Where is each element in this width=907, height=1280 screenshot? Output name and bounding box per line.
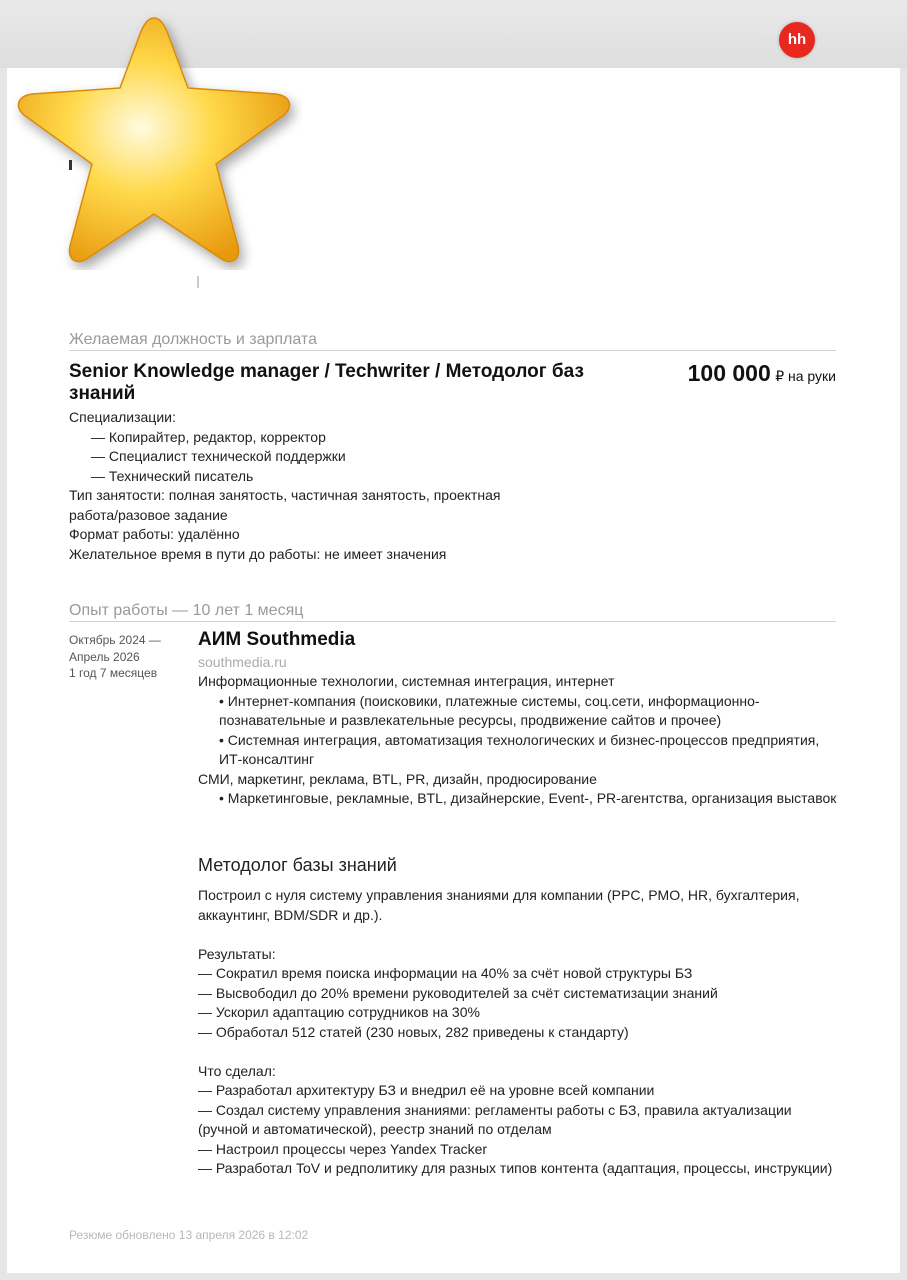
industry-subitem: • Интернет-компания (поисковики, платежные системы, соц.сети, информационно-познавательные и развлекательные ресурсы, продвижение сайтов и прочее) <box>219 692 760 728</box>
done-item: — Создал систему управления знаниями: регламенты работы с БЗ, правила актуализации (ручной и автоматической), реестр знаний по отделам <box>198 1101 792 1137</box>
result-item: — Ускорил адаптацию сотрудников на 30% <box>198 1004 480 1020</box>
hh-logo[interactable]: hh <box>779 22 815 58</box>
salary <box>688 360 836 387</box>
industry-item: Информационные технологии, системная интеграция, интернет <box>198 673 615 689</box>
done-label: Что сделал: <box>198 1062 276 1079</box>
salary-amount: 100 000 <box>687 360 771 386</box>
result-item: — Высвободил до 20% времени руководителей за счёт систематизации знаний <box>198 984 718 1001</box>
job-period <box>69 632 161 682</box>
job-description <box>198 886 843 1179</box>
section-title-position: Желаемая должность и зарплата <box>69 331 836 351</box>
specializations-label: Специализации: <box>69 409 176 425</box>
section-title-experience: Опыт работы — 10 лет 1 месяц <box>69 602 836 622</box>
company-site-link[interactable]: southmedia.ru <box>198 654 287 670</box>
industry-item: СМИ, маркетинг, реклама, BTL, PR, дизайн, продюсирование <box>198 770 597 787</box>
results-label: Результаты: <box>198 945 276 962</box>
period-duration: 1 год 7 месяцев <box>69 666 158 680</box>
company-name: АИМ Southmedia <box>198 629 356 650</box>
period-end: Апрель 2026 <box>69 649 140 664</box>
work-format: Формат работы: удалённо <box>69 526 240 542</box>
company-industries <box>198 672 843 809</box>
employment-type: Тип занятости: полная занятость, частичная занятость, проектная работа/разовое задание <box>69 487 501 523</box>
done-item: — Настроил процессы через Yandex Tracker <box>198 1140 488 1157</box>
done-item: — Разработал архитектуру БЗ и внедрил её на уровне всей компании <box>198 1082 655 1098</box>
star-icon <box>6 8 302 270</box>
specialization-item: — Технический писатель <box>91 467 254 484</box>
position-title: Senior Knowledge manager / Techwriter / Методолог баз знаний <box>69 361 584 404</box>
specialization-item: — Специалист технической поддержки <box>91 448 346 464</box>
industry-subitem: • Маркетинговые, рекламные, BTL, дизайнерские, Event-, PR-агентства, организация выставок <box>219 790 837 806</box>
position-details <box>69 408 539 564</box>
specialization-item: — Копирайтер, редактор, корректор <box>91 428 326 445</box>
divider-mark <box>197 276 199 288</box>
salary-suffix: ₽ на руки <box>775 368 836 384</box>
job-role: Методолог базы знаний <box>198 855 397 875</box>
commute-time: Желательное время в пути до работы: не имеет значения <box>69 545 447 562</box>
resume-updated: Резюме обновлено 13 апреля 2026 в 12:02 <box>69 1228 309 1242</box>
cursor-mark <box>69 160 72 170</box>
done-item: — Разработал ToV и редполитику для разных типов контента (адаптация, процессы, инструкции) <box>198 1160 833 1176</box>
job-intro: Построил с нуля систему управления знаниями для компании (PPC, PMO, HR, бухгалтерия, аккаунтинг, BDM/SDR и др.). <box>198 887 800 923</box>
industry-subitem: • Системная интеграция, автоматизация технологических и бизнес-процессов предприятия, ИТ-консалтинг <box>219 731 820 767</box>
period-start: Октябрь 2024 — <box>69 633 161 647</box>
result-item: — Обработал 512 статей (230 новых, 282 приведены к стандарту) <box>198 1023 629 1040</box>
result-item: — Сократил время поиска информации на 40% за счёт новой структуры БЗ <box>198 965 693 981</box>
